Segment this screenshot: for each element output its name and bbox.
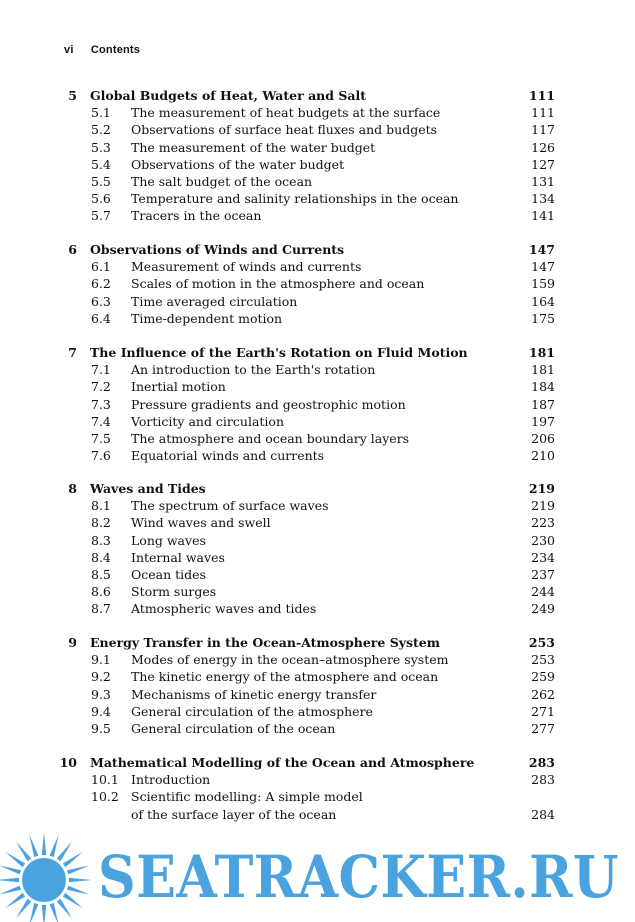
toc-entry[interactable] — [0, 396, 635, 413]
section-page: 127 — [531, 156, 555, 172]
toc-entry[interactable] — [0, 651, 635, 668]
chapter-title: Observations of Winds and Currents — [90, 242, 345, 257]
section-number: 8.3 — [91, 532, 111, 548]
chapter-number: 8 — [68, 481, 77, 496]
chapter-heading[interactable] — [0, 344, 635, 361]
section-number: 8.2 — [91, 515, 111, 531]
section-page: 234 — [531, 549, 555, 565]
toc-entry[interactable] — [0, 361, 635, 378]
section-page: 181 — [531, 362, 555, 378]
section-number: 10.2 — [91, 789, 119, 805]
toc-entry[interactable] — [0, 583, 635, 600]
section-number: 7.3 — [91, 396, 111, 412]
section-number: 8.6 — [91, 584, 111, 600]
chapter-number: 6 — [68, 242, 77, 257]
section-page: 249 — [531, 601, 555, 617]
watermark-text: SEATRACKER.RU — [98, 843, 619, 911]
section-page: 244 — [531, 584, 555, 600]
sun-ray — [0, 886, 21, 895]
chapter-page: 181 — [528, 345, 555, 360]
section-title: Pressure gradients and geostrophic motion — [131, 396, 406, 412]
section-title: Vorticity and circulation — [131, 413, 285, 429]
section-title: Atmospheric waves and tides — [131, 601, 317, 617]
toc-entry[interactable] — [0, 703, 635, 720]
toc-entry[interactable] — [0, 668, 635, 685]
sun-ray — [63, 852, 83, 867]
section-title: Inertial motion — [131, 379, 226, 395]
section-page: 210 — [531, 448, 555, 464]
sun-ray — [57, 899, 72, 919]
section-title: The measurement of the water budget — [131, 139, 376, 155]
sun-ray — [63, 893, 83, 908]
chapter-number: 5 — [68, 88, 77, 103]
section-title: Ocean tides — [131, 567, 206, 582]
section-number: 5.5 — [91, 174, 111, 189]
toc-entry[interactable] — [0, 413, 635, 430]
section-number: 5.6 — [91, 191, 111, 207]
toc-entry[interactable] — [0, 566, 635, 583]
toc-entry[interactable] — [0, 121, 635, 138]
section-title: Storm surges — [131, 584, 217, 600]
toc-entry[interactable] — [0, 447, 635, 464]
section-number: 8.1 — [91, 498, 111, 514]
toc-entry[interactable] — [0, 104, 635, 121]
sun-ray — [5, 893, 25, 908]
section-number: 7.5 — [91, 431, 111, 446]
toc-entry[interactable] — [0, 497, 635, 514]
sun-ray — [57, 841, 72, 861]
section-page: 147 — [531, 259, 555, 275]
section-number: 8.5 — [91, 567, 111, 582]
section-page: 117 — [531, 122, 555, 138]
section-page: 277 — [531, 721, 555, 736]
section-page: 126 — [531, 139, 555, 155]
section-number: 8.7 — [91, 601, 111, 617]
chapter-page: 253 — [528, 635, 555, 650]
section-title: The salt budget of the ocean — [131, 174, 313, 189]
section-title: Measurement of winds and currents — [131, 259, 362, 275]
section-page: 262 — [531, 686, 555, 702]
toc-entry[interactable] — [0, 139, 635, 156]
section-page: 159 — [531, 276, 555, 292]
sun-ray — [29, 903, 38, 922]
section-title: An introduction to the Earth's rotation — [131, 362, 376, 378]
toc-entry[interactable] — [0, 156, 635, 173]
section-title: Wind waves and swell — [131, 515, 271, 531]
section-title: General circulation of the ocean — [131, 721, 336, 736]
section-number: 5.4 — [91, 156, 111, 172]
section-title: Time averaged circulation — [131, 293, 298, 309]
chapter-heading[interactable] — [0, 241, 635, 258]
section-page: 237 — [531, 567, 555, 582]
section-number: 6.4 — [91, 310, 111, 326]
toc-entry[interactable] — [0, 514, 635, 531]
chapter-page: 111 — [528, 88, 555, 103]
sun-ray — [16, 899, 31, 919]
section-number: 10.1 — [91, 772, 119, 788]
section-number: 8.4 — [91, 549, 111, 565]
toc-entry[interactable] — [0, 549, 635, 566]
section-number: 9.5 — [91, 721, 111, 736]
toc-entry[interactable] — [0, 532, 635, 549]
running-header — [64, 44, 140, 56]
sun-ray — [50, 903, 59, 922]
section-title: General circulation of the atmosphere — [131, 703, 373, 719]
section-title: The kinetic energy of the atmosphere and ocean — [131, 669, 439, 685]
toc-entry[interactable] — [0, 720, 635, 737]
toc-entry[interactable] — [0, 806, 635, 823]
chapter-heading[interactable] — [0, 87, 635, 104]
chapter-title: Waves and Tides — [90, 481, 206, 496]
sun-ray — [0, 878, 19, 882]
section-page: 134 — [531, 191, 555, 207]
watermark — [0, 826, 635, 922]
chapter-number: 10 — [59, 755, 77, 770]
section-title: Long waves — [131, 532, 206, 548]
section-title: The atmosphere and ocean boundary layers — [131, 431, 410, 446]
toc-entry[interactable] — [0, 378, 635, 395]
header-title: Contents — [90, 44, 141, 56]
section-page: 111 — [531, 105, 555, 121]
section-number: 6.2 — [91, 276, 111, 292]
section-page: 206 — [531, 431, 555, 446]
section-page: 230 — [531, 532, 555, 548]
section-title: Internal waves — [131, 549, 225, 565]
section-title: Observations of surface heat fluxes and budgets — [131, 122, 438, 138]
sun-ray — [69, 878, 92, 882]
chapter-number: 9 — [68, 635, 77, 650]
section-title: Equatorial winds and currents — [131, 448, 325, 464]
section-number: 6.1 — [91, 259, 111, 275]
section-page: 283 — [531, 772, 555, 788]
section-number: 7.6 — [91, 448, 111, 464]
section-title: Scales of motion in the atmosphere and ocean — [131, 276, 425, 292]
chapter-heading[interactable] — [0, 634, 635, 651]
toc-entry[interactable] — [0, 686, 635, 703]
sun-ray — [42, 905, 46, 922]
section-page: 184 — [531, 379, 555, 395]
toc-entry[interactable] — [0, 293, 635, 310]
section-page: 219 — [531, 498, 555, 514]
section-page: 197 — [531, 413, 555, 429]
sun-ray — [0, 865, 21, 874]
section-page: 141 — [531, 208, 555, 224]
toc-entry[interactable] — [0, 600, 635, 617]
section-page: 175 — [531, 310, 555, 326]
toc-entry[interactable] — [0, 190, 635, 207]
toc-entry[interactable] — [0, 173, 635, 190]
sun-ray — [42, 832, 46, 855]
section-page: 253 — [531, 652, 555, 668]
section-title: Mechanisms of kinetic energy transfer — [131, 686, 377, 702]
section-title: Scientific modelling: A simple model — [131, 789, 363, 805]
toc-entry[interactable] — [0, 275, 635, 292]
section-number: 5.2 — [91, 122, 111, 138]
chapter-page: 147 — [528, 242, 555, 257]
chapter-title: Global Budgets of Heat, Water and Salt — [90, 88, 367, 103]
section-page: 271 — [531, 703, 555, 719]
sun-ray — [50, 834, 59, 857]
section-number: 5.3 — [91, 139, 111, 155]
toc-entry[interactable] — [0, 771, 635, 788]
section-page: 131 — [531, 174, 555, 189]
sun-ray — [67, 865, 90, 874]
chapter-title: Mathematical Modelling of the Ocean and Atmosphere — [90, 755, 475, 770]
toc-entry[interactable] — [0, 258, 635, 275]
chapter-heading[interactable] — [0, 754, 635, 771]
section-title: Introduction — [131, 772, 211, 788]
section-title: of the surface layer of the ocean — [131, 806, 337, 822]
section-number: 5.7 — [91, 208, 111, 224]
section-number: 7.1 — [91, 362, 111, 378]
section-number: 9.1 — [91, 652, 111, 668]
toc-entry[interactable] — [0, 310, 635, 327]
chapter-page: 219 — [528, 481, 555, 496]
chapter-page: 283 — [528, 755, 555, 770]
section-title: Tracers in the ocean — [131, 208, 262, 224]
toc-entry[interactable] — [0, 207, 635, 224]
section-number: 9.3 — [91, 686, 111, 702]
section-title: Observations of the water budget — [131, 156, 345, 172]
sun-ray — [16, 841, 31, 861]
section-title: Time-dependent motion — [131, 310, 283, 326]
section-page: 223 — [531, 515, 555, 531]
section-page: 164 — [531, 293, 555, 309]
section-number: 5.1 — [91, 105, 111, 121]
section-title: Modes of energy in the ocean–atmosphere system — [131, 652, 449, 668]
toc-entry[interactable] — [0, 788, 635, 805]
chapter-title: The Influence of the Earth's Rotation on Fluid Motion — [90, 345, 468, 360]
section-number: 6.3 — [91, 293, 111, 309]
section-title: The measurement of heat budgets at the surface — [131, 105, 441, 121]
chapter-title: Energy Transfer in the Ocean-Atmosphere System — [90, 635, 440, 650]
section-page: 187 — [531, 396, 555, 412]
section-title: The spectrum of surface waves — [131, 498, 329, 514]
sun-ray — [67, 886, 90, 895]
section-number: 9.2 — [91, 669, 111, 685]
section-number: 9.4 — [91, 703, 111, 719]
section-title: Temperature and salinity relationships in the ocean — [131, 191, 459, 207]
section-number: 7.4 — [91, 413, 111, 429]
chapter-number: 7 — [68, 345, 77, 360]
sun-ray — [5, 852, 25, 867]
section-number: 7.2 — [91, 379, 111, 395]
header-page-number: vi — [64, 44, 74, 56]
sun-ray — [29, 834, 38, 857]
chapter-heading[interactable] — [0, 480, 635, 497]
toc-entry[interactable] — [0, 430, 635, 447]
section-page: 259 — [531, 669, 555, 685]
section-page: 284 — [531, 806, 555, 822]
sun-icon — [0, 826, 110, 922]
